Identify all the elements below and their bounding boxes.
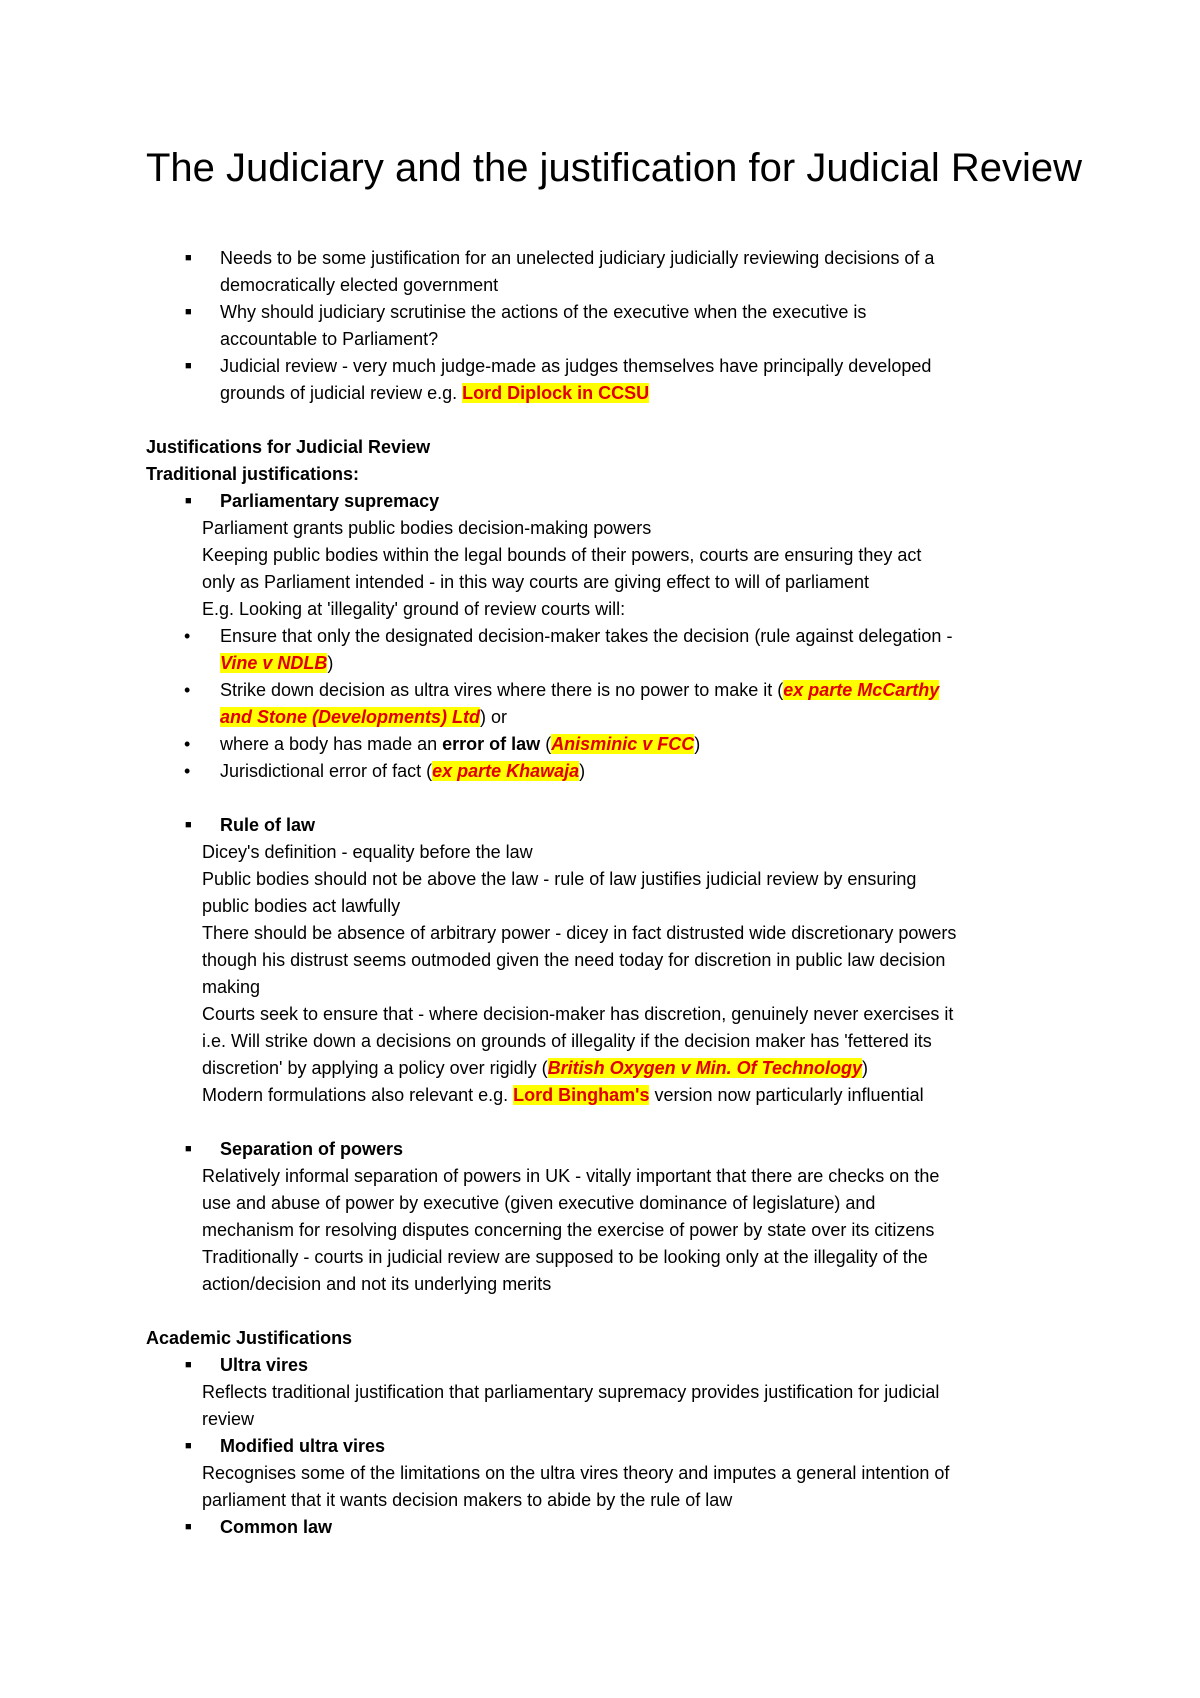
case-highlight: Lord Bingham's xyxy=(513,1085,650,1105)
body-line: where a body has made an error of law (Anisminic v FCC) xyxy=(220,734,701,754)
section-heading: Justifications for Judicial Review xyxy=(146,437,431,457)
body-line: Dicey's definition - equality before the law xyxy=(202,842,533,862)
body-line: and Stone (Developments) Ltd) or xyxy=(220,707,508,727)
body-line: Vine v NDLB) xyxy=(220,653,334,673)
round-bullet-icon: • xyxy=(184,761,191,781)
intro-line: Why should judiciary scrutinise the actions of the executive when the executive is xyxy=(220,302,867,322)
body-line: Public bodies should not be above the law - rule of law justifies judicial review by ensuring xyxy=(202,869,917,889)
section-heading: Traditional justifications: xyxy=(146,464,360,484)
square-bullet-icon: ■ xyxy=(185,252,192,264)
round-bullet-icon: • xyxy=(184,734,191,754)
intro-line: democratically elected government xyxy=(220,275,499,295)
body-line: i.e. Will strike down a decisions on grounds of illegality if the decision maker has 'fettered its xyxy=(202,1031,932,1051)
intro-line: Needs to be some justification for an unelected judiciary judicially reviewing decisions of a xyxy=(220,248,935,268)
subheading: Common law xyxy=(220,1517,333,1537)
body-line: parliament that it wants decision makers to abide by the rule of law xyxy=(202,1490,733,1510)
body-line: use and abuse of power by executive (given executive dominance of legislature) and xyxy=(202,1193,876,1213)
square-bullet-icon: ■ xyxy=(185,1440,192,1452)
body-line: though his distrust seems outmoded given the need today for discretion in public law decision xyxy=(202,950,946,970)
body-line: Jurisdictional error of fact (ex parte Khawaja) xyxy=(220,761,586,781)
square-bullet-icon: ■ xyxy=(185,495,192,507)
subheading: Rule of law xyxy=(220,815,316,835)
case-highlight: British Oxygen v Min. Of Technology xyxy=(547,1058,862,1078)
body-line: Keeping public bodies within the legal bounds of their powers, courts are ensuring they act xyxy=(202,545,922,565)
body-line: There should be absence of arbitrary power - dicey in fact distrusted wide discretionary powers xyxy=(202,923,957,943)
square-bullet-icon: ■ xyxy=(185,360,192,372)
page-title: The Judiciary and the justification for Judicial Review xyxy=(146,146,1082,190)
body-line: Strike down decision as ultra vires where there is no power to make it (ex parte McCarthy xyxy=(220,680,940,700)
square-bullet-icon: ■ xyxy=(185,1143,192,1155)
body-line: action/decision and not its underlying merits xyxy=(202,1274,552,1294)
subheading: Parliamentary supremacy xyxy=(220,491,440,511)
square-bullet-icon: ■ xyxy=(185,819,192,831)
body-line: Ensure that only the designated decision-maker takes the decision (rule against delegation - xyxy=(220,626,953,646)
case-highlight: Vine v NDLB xyxy=(220,653,328,673)
intro-line: accountable to Parliament? xyxy=(220,329,439,349)
body-line: Reflects traditional justification that parliamentary supremacy provides justification for judicial xyxy=(202,1382,940,1402)
case-highlight: ex parte McCarthy xyxy=(783,680,940,700)
case-highlight: and Stone (Developments) Ltd xyxy=(220,707,481,727)
subheading: Ultra vires xyxy=(220,1355,309,1375)
round-bullet-icon: • xyxy=(184,626,191,646)
body-line: Courts seek to ensure that - where decision-maker has discretion, genuinely never exercises it xyxy=(202,1004,954,1024)
case-highlight: ex parte Khawaja xyxy=(432,761,580,781)
body-line: Recognises some of the limitations on the ultra vires theory and imputes a general intention of xyxy=(202,1463,950,1483)
subheading: Separation of powers xyxy=(220,1139,404,1159)
case-highlight: Anisminic v FCC xyxy=(551,734,695,754)
square-bullet-icon: ■ xyxy=(185,306,192,318)
square-bullet-icon: ■ xyxy=(185,1521,192,1533)
body-line: making xyxy=(202,977,261,997)
square-bullet-icon: ■ xyxy=(185,1359,192,1371)
body-line: only as Parliament intended - in this way courts are giving effect to will of parliament xyxy=(202,572,869,592)
subheading: Modified ultra vires xyxy=(220,1436,386,1456)
body-line: mechanism for resolving disputes concerning the exercise of power by state over its citizens xyxy=(202,1220,935,1240)
body-line: Parliament grants public bodies decision-making powers xyxy=(202,518,652,538)
case-highlight: Lord Diplock in CCSU xyxy=(462,383,650,403)
body-line: discretion' by applying a policy over rigidly (British Oxygen v Min. Of Technology) xyxy=(202,1058,868,1078)
section-heading: Academic Justifications xyxy=(146,1328,353,1348)
body-line: review xyxy=(202,1409,255,1429)
body-line: Traditionally - courts in judicial review are supposed to be looking only at the illegality of the xyxy=(202,1247,928,1267)
round-bullet-icon: • xyxy=(184,680,191,700)
body-line: Modern formulations also relevant e.g. Lord Bingham's version now particularly influential xyxy=(202,1085,924,1105)
body-line: Relatively informal separation of powers in UK - vitally important that there are checks on the xyxy=(202,1166,940,1186)
body-line: E.g. Looking at 'illegality' ground of review courts will: xyxy=(202,599,626,619)
intro-line: grounds of judicial review e.g. Lord Diplock in CCSU xyxy=(220,383,650,403)
intro-line: Judicial review - very much judge-made as judges themselves have principally developed xyxy=(220,356,932,376)
body-line: public bodies act lawfully xyxy=(202,896,401,916)
